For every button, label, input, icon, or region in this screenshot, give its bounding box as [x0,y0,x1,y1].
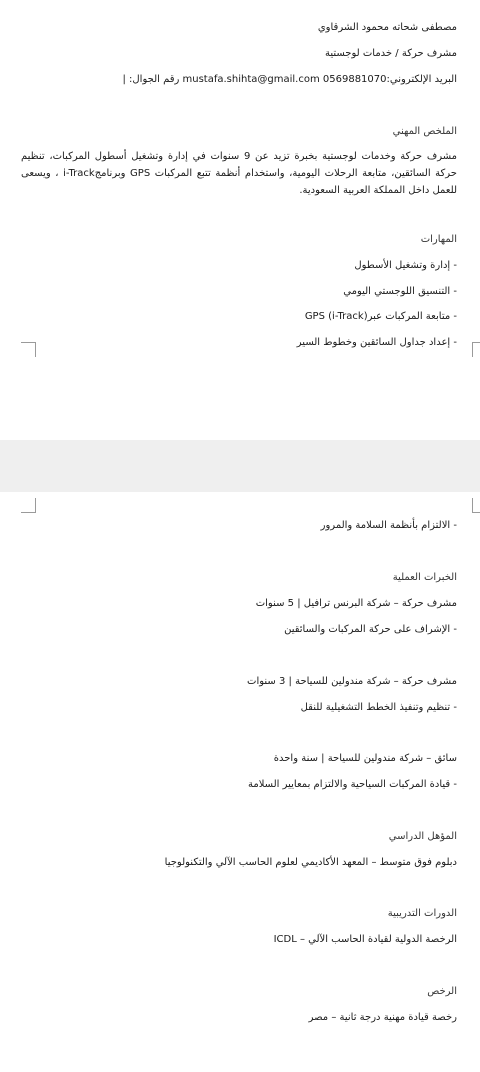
skill-item: - إدارة وتشغيل الأسطول [354,260,457,271]
job-detail: - قيادة المركبات السياحية والالتزام بمعايير السلامة [248,779,457,790]
margin-corner-mark [472,498,480,513]
licenses-heading: الرخص [427,986,457,997]
courses-heading: الدورات التدريبية [387,908,457,919]
skill-item: - الالتزام بأنظمة السلامة والمرور [320,520,457,531]
contact-info: البريد الإلكتروني:mustafa.shihta@gmail.com 0569881070 رقم الجوال: | [122,74,457,85]
document-page-2 [0,492,480,1072]
job-title-line: سائق – شركة مندولين للسياحة | سنة واحدة [273,753,457,764]
skills-heading: المهارات [420,234,457,245]
margin-corner-mark [21,342,36,357]
job-title-line: مشرف حركة – شركة مندولين للسياحة | 3 سنوات [247,676,457,687]
job-detail: - الإشراف على حركة المركبات والسائقين [284,624,457,635]
education-heading: المؤهل الدراسي [388,831,457,842]
summary-heading: الملخص المهني [392,126,457,137]
education-text: دبلوم فوق متوسط – المعهد الأكاديمي لعلوم الحاسب الآلي والتكنولوجيا [164,857,457,868]
courses-text: الرخصة الدولية لقيادة الحاسب الآلي – ICDL [273,934,457,945]
job-title: مشرف حركة / خدمات لوجستية [324,48,457,59]
full-name: مصطفى شحاته محمود الشرقاوي [317,22,457,33]
experience-heading: الخبرات العملية [392,572,457,583]
licenses-text: رخصة قيادة مهنية درجة ثانية – مصر [308,1012,457,1023]
job-title-line: مشرف حركة – شركة البرنس ترافيل | 5 سنوات [255,598,457,609]
job-detail: - تنظيم وتنفيذ الخطط التشغيلية للنقل [300,702,457,713]
skill-item: - إعداد جداول السائقين وخطوط السير [296,337,457,348]
margin-corner-mark [472,342,480,357]
document-page-1 [0,0,480,440]
skill-item: - التنسيق اللوجستي اليومي [343,286,457,297]
skill-item: - متابعة المركبات عبر(i-Track) GPS [304,311,457,322]
margin-corner-mark [21,498,36,513]
page-separator [0,440,480,492]
summary-text: مشرف حركة وخدمات لوجستية بخبرة تزيد عن 9 سنوات في إدارة وتشغيل أسطول المركبات، تنظيم حركة السائقين، متابعة الرحلات اليومية، واستخدام أنظمة تتبع المركبات GPS وبرنامجi-Track ، ويسعى للعمل داخل المملكة العربية السعودية. [21,151,457,196]
